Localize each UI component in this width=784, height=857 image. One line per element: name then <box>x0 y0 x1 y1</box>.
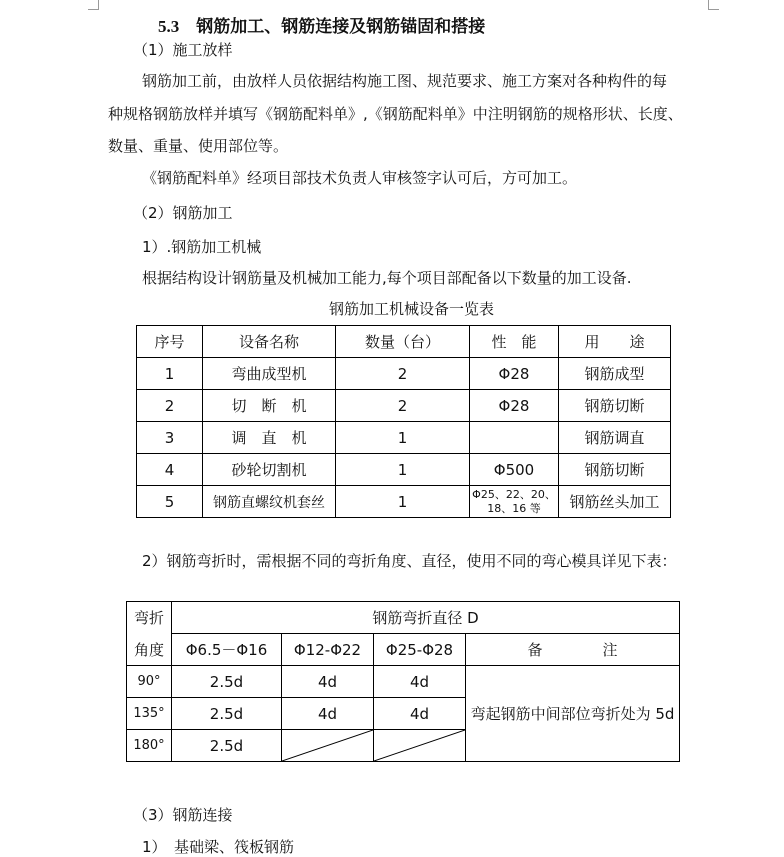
group-header: 钢筋弯折直径 D <box>172 602 680 634</box>
angle-cell: 90° <box>127 666 172 698</box>
cell-qty: 2 <box>336 390 470 422</box>
cell-qty: 1 <box>336 486 470 518</box>
diagonal-line <box>282 730 373 761</box>
diameter-col: Φ6.5－Φ16 <box>172 634 282 666</box>
angle-cell: 135° <box>127 698 172 730</box>
cell-name: 钢筋直螺纹机套丝 <box>203 486 336 518</box>
cell-no: 2 <box>137 390 203 422</box>
diagonal-empty-cell <box>282 730 374 762</box>
value-cell: 2.5d <box>172 730 282 762</box>
cell-qty: 1 <box>336 454 470 486</box>
paragraph-line: 数量、重量、使用部位等。 <box>108 137 289 155</box>
value-cell: 4d <box>374 666 466 698</box>
corner-cell-top: 弯折 <box>127 602 172 634</box>
paragraph-line: 钢筋加工前，由放样人员依据结构施工图、规范要求、施工方案对各种构件的每 <box>142 72 668 90</box>
header-cell: 性 能 <box>470 326 559 358</box>
heading-construction-layout: （1）施工放样 <box>133 41 233 59</box>
value-cell: 2.5d <box>172 666 282 698</box>
remark-cell: 弯起钢筋中间部位弯折处为 5d <box>466 666 680 762</box>
equipment-table <box>136 325 671 518</box>
header-cell: 数量（台） <box>336 326 470 358</box>
table-row <box>137 486 671 518</box>
diagonal-empty-cell <box>374 730 466 762</box>
cell-no: 1 <box>137 358 203 390</box>
value-cell: 4d <box>282 698 374 730</box>
value-cell: 4d <box>374 698 466 730</box>
diameter-col: Φ12-Φ22 <box>282 634 374 666</box>
cell-use: 钢筋成型 <box>559 358 671 390</box>
diagonal-line <box>374 730 465 761</box>
cell-name: 切 断 机 <box>203 390 336 422</box>
header-cell: 用 途 <box>559 326 671 358</box>
table-row <box>137 390 671 422</box>
remark-header: 备 注 <box>466 634 680 666</box>
table-row <box>137 358 671 390</box>
page-corner-mark-right <box>708 0 719 10</box>
cell-use: 钢筋丝头加工 <box>559 486 671 518</box>
subheading-foundation: 1） 基础梁、筏板钢筋 <box>142 838 295 856</box>
paragraph: 根据结构设计钢筋量及机械加工能力,每个项目部配备以下数量的加工设备. <box>142 269 632 287</box>
table-header-row <box>137 326 671 358</box>
cell-name: 调 直 机 <box>203 422 336 454</box>
cell-name: 弯曲成型机 <box>203 358 336 390</box>
value-cell: 4d <box>282 666 374 698</box>
bending-table <box>126 601 680 762</box>
heading-rebar-connection: （3）钢筋连接 <box>133 806 233 824</box>
table-caption: 钢筋加工机械设备一览表 <box>329 300 495 318</box>
cell-use: 钢筋调直 <box>559 422 671 454</box>
cell-no: 3 <box>137 422 203 454</box>
subheading-bending: 2）钢筋弯折时，需根据不同的弯折角度、直径，使用不同的弯心模具详见下表： <box>142 552 677 570</box>
perf-line: 18、16 等 <box>487 501 541 515</box>
heading-rebar-processing: （2）钢筋加工 <box>133 204 233 222</box>
cell-use: 钢筋切断 <box>559 454 671 486</box>
cell-perf: Φ28 <box>470 390 559 422</box>
angle-cell: 180° <box>127 730 172 762</box>
corner-cell-bottom: 角度 <box>127 634 172 666</box>
table-header-row <box>127 602 680 634</box>
table-row <box>137 454 671 486</box>
cell-perf <box>470 422 559 454</box>
paragraph: 《钢筋配料单》经项目部技术负责人审核签字认可后，方可加工。 <box>142 169 578 187</box>
header-cell: 设备名称 <box>203 326 336 358</box>
cell-no: 4 <box>137 454 203 486</box>
table-header-row <box>127 634 680 666</box>
subheading-machinery: 1）.钢筋加工机械 <box>142 238 262 256</box>
cell-no: 5 <box>137 486 203 518</box>
cell-perf <box>470 486 559 518</box>
page-corner-mark-left <box>88 0 99 10</box>
section-title: 5.3 钢筋加工、钢筋连接及钢筋锚固和搭接 <box>158 17 486 36</box>
diameter-col: Φ25-Φ28 <box>374 634 466 666</box>
cell-qty: 2 <box>336 358 470 390</box>
header-cell: 序号 <box>137 326 203 358</box>
table-row <box>127 666 680 698</box>
cell-perf: Φ500 <box>470 454 559 486</box>
cell-qty: 1 <box>336 422 470 454</box>
value-cell: 2.5d <box>172 698 282 730</box>
cell-perf: Φ28 <box>470 358 559 390</box>
perf-line: Φ25、22、20、 <box>472 487 556 501</box>
cell-use: 钢筋切断 <box>559 390 671 422</box>
table-row <box>137 422 671 454</box>
cell-name: 砂轮切割机 <box>203 454 336 486</box>
paragraph-line: 种规格钢筋放样并填写《钢筋配料单》,《钢筋配料单》中注明钢筋的规格形状、长度、 <box>108 105 683 123</box>
